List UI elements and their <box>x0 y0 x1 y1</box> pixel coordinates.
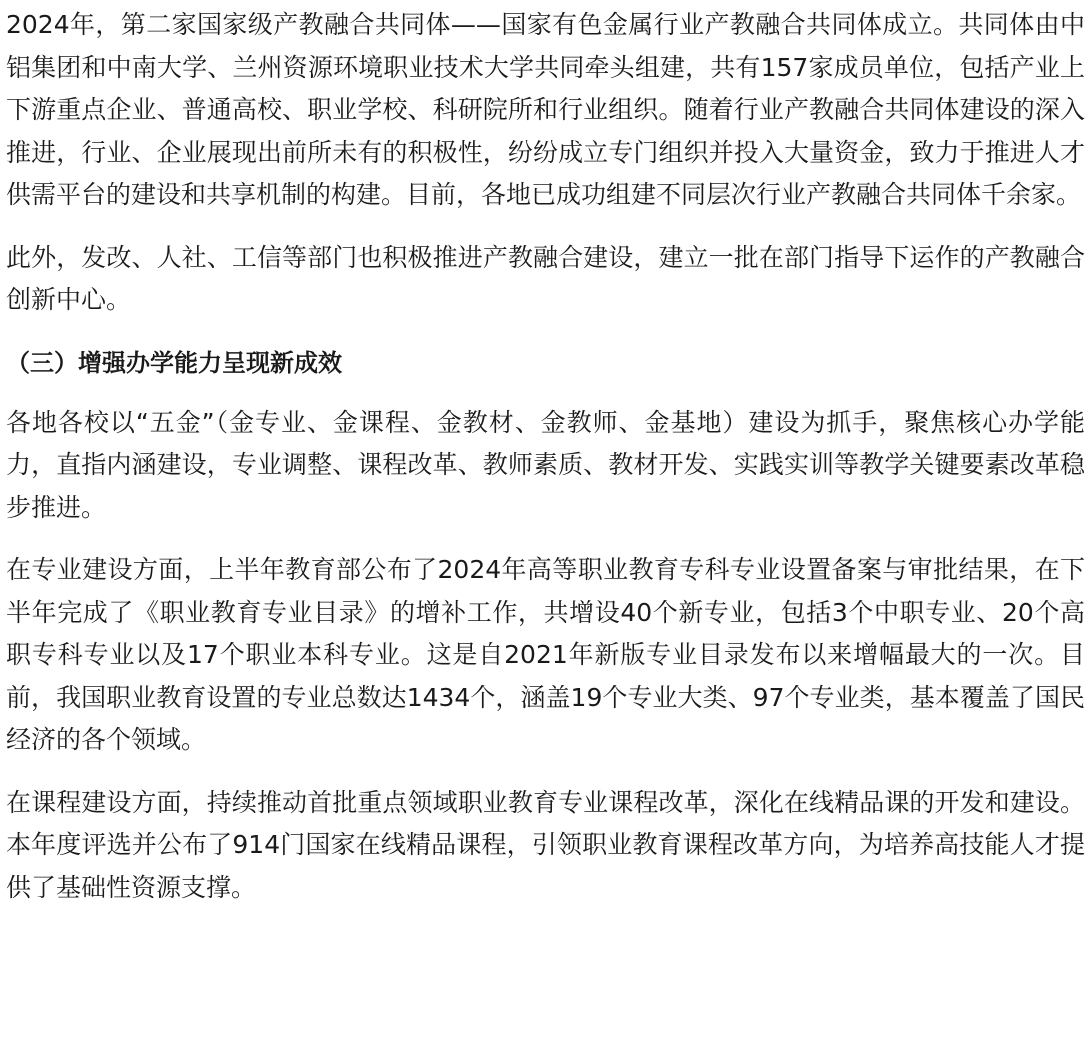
paragraph-five-gold: 各地各校以“五金”（金专业、金课程、金教材、金教师、金基地）建设为抓手，聚焦核心办学能力，直指内涵建设，专业调整、课程改革、教师素质、教材开发、实践实训等教学关键要素改革稳步推进。 <box>6 407 1085 522</box>
paragraph-course-construction: 在课程建设方面，持续推动首批重点领域职业教育专业课程改革，深化在线精品课的开发和建设。本年度评选并公布了914门国家在线精品课程，引领职业教育课程改革方向，为培养高技能人才提供了基础性资源支撑。 <box>6 787 1085 902</box>
paragraph-industry-community: 2024年，第二家国家级产教融合共同体——国家有色金属行业产教融合共同体成立。共同体由中铝集团和中南大学、兰州资源环境职业技术大学共同牵头组建，共有157家成员单位，包括产业上下游重点企业、普通高校、职业学校、科研院所和行业组织。随着行业产教融合共同体建设的深入推进，行业、企业展现出前所未有的积极性，纷纷成立专门组织并投入大量资金，致力于推进人才供需平台的建设和共享机制的构建。目前，各地已成功组建不同层次行业产教融合共同体千余家。 <box>6 10 1085 209</box>
section-heading: （三）增强办学能力呈现新成效 <box>6 348 342 377</box>
paragraph-major-construction: 在专业建设方面，上半年教育部公布了2024年高等职业教育专科专业设置备案与审批结果，在下半年完成了《职业教育专业目录》的增补工作，共增设40个新专业，包括3个中职专业、20个高职专科专业以及17个职业本科专业。这是自2021年新版专业目录发布以来增幅最大的一次。目前，我国职业教育设置的专业总数达1434个，涵盖19个专业大类、97个专业类，基本覆盖了国民经济的各个领域。 <box>6 555 1085 754</box>
paragraph-departments: 此外，发改、人社、工信等部门也积极推进产教融合建设，建立一批在部门指导下运作的产教融合创新中心。 <box>6 242 1085 314</box>
